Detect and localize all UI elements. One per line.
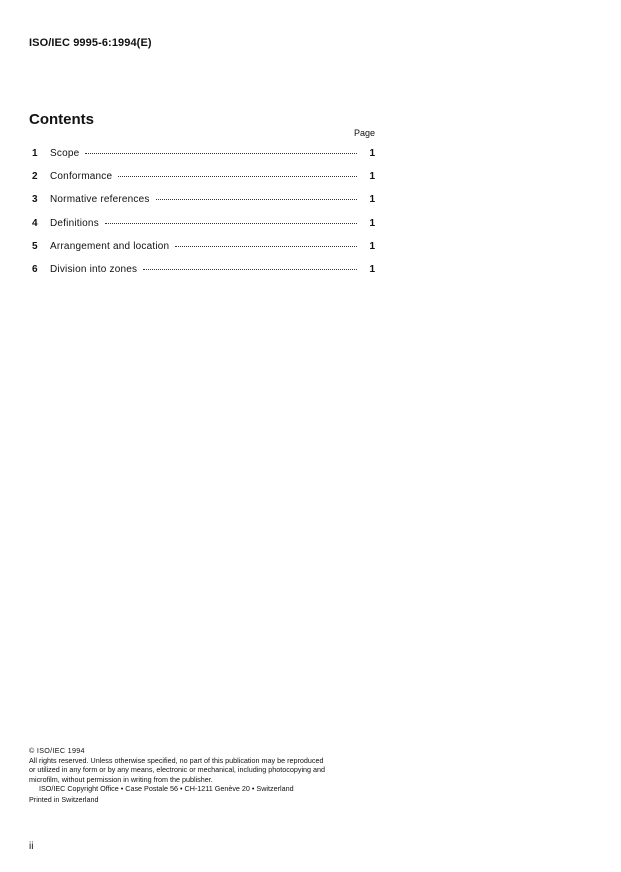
toc-entry-page: 1 bbox=[369, 263, 375, 275]
toc-entry-scope[interactable] bbox=[29, 148, 375, 171]
toc-entry-page: 1 bbox=[369, 194, 375, 206]
toc-entry-title: Definitions bbox=[50, 217, 99, 229]
toc-entry-number: 6 bbox=[32, 263, 38, 275]
publisher-address: ISO/IEC Copyright Office • Case Postale 56 • CH-1211 Genève 20 • Switzerland bbox=[39, 784, 294, 794]
toc-entry-number: 1 bbox=[32, 148, 38, 159]
rights-text-line-3: microfilm, without permission in writing from the publisher. bbox=[29, 774, 213, 784]
toc-entry-title: Normative references bbox=[50, 194, 150, 206]
toc-entry-division-into-zones[interactable] bbox=[29, 264, 375, 287]
toc-entry-page: 1 bbox=[369, 240, 375, 252]
toc-entry-conformance[interactable] bbox=[29, 171, 375, 194]
copyright-notice bbox=[29, 746, 379, 805]
toc-entry-arrangement-and-location[interactable] bbox=[29, 241, 375, 264]
toc-entry-normative-references[interactable] bbox=[29, 194, 375, 217]
rights-text-line-2: or utilized in any form or by any means, electronic or mechanical, including photocopying and bbox=[29, 765, 326, 775]
toc-entry-title: Conformance bbox=[50, 171, 113, 183]
toc-leader-dots bbox=[105, 223, 357, 224]
toc-entry-title: Scope bbox=[50, 148, 80, 159]
toc-entry-title: Arrangement and location bbox=[50, 240, 170, 252]
toc-leader-dots bbox=[85, 153, 357, 154]
table-of-contents bbox=[29, 148, 375, 287]
contents-heading: Contents bbox=[29, 111, 94, 128]
toc-leader-dots bbox=[175, 246, 357, 247]
toc-entry-number: 4 bbox=[32, 217, 38, 229]
toc-entry-number: 3 bbox=[32, 194, 38, 206]
toc-entry-page: 1 bbox=[369, 148, 375, 159]
toc-entry-page: 1 bbox=[369, 217, 375, 229]
toc-entry-title: Division into zones bbox=[50, 263, 138, 275]
toc-entry-number: 5 bbox=[32, 240, 38, 252]
rights-text-line-1: All rights reserved. Unless otherwise specified, no part of this publication may be reproduced bbox=[29, 755, 324, 765]
page-column-label: Page bbox=[354, 128, 376, 138]
toc-leader-dots bbox=[118, 176, 357, 177]
toc-leader-dots bbox=[143, 269, 357, 270]
toc-leader-dots bbox=[156, 199, 357, 200]
toc-entry-page: 1 bbox=[369, 171, 375, 183]
toc-entry-definitions[interactable] bbox=[29, 218, 375, 241]
copyright-line: © ISO/IEC 1994 bbox=[29, 746, 85, 755]
toc-entry-number: 2 bbox=[32, 171, 38, 183]
page-number: ii bbox=[29, 841, 34, 852]
printed-in-note: Printed in Switzerland bbox=[29, 794, 99, 804]
document-id-header: ISO/IEC 9995-6:1994(E) bbox=[29, 37, 152, 49]
